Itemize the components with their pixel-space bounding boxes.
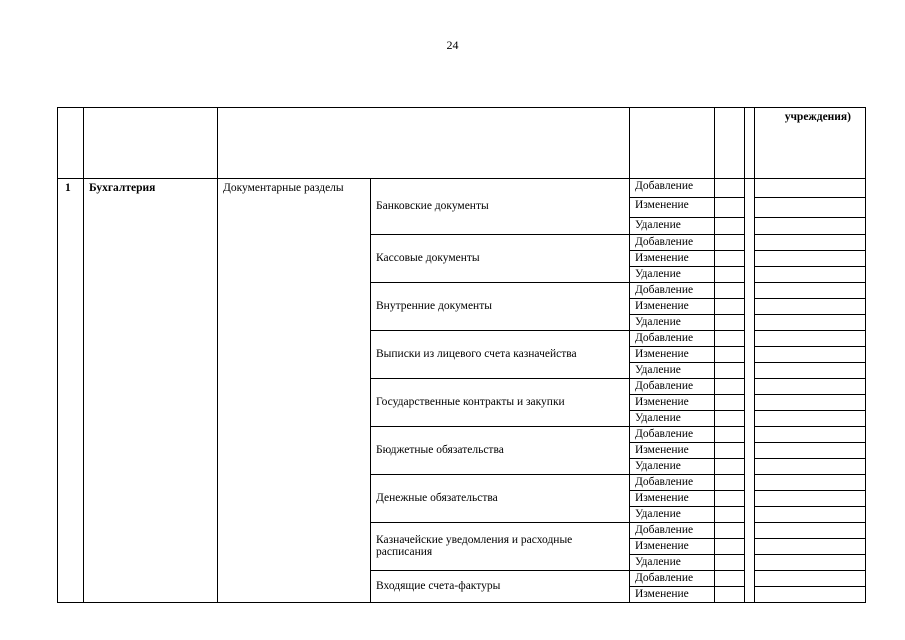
empty-cell (755, 427, 866, 443)
section-name: Выписки из лицевого счета казначейства (371, 331, 630, 379)
empty-cell (715, 347, 745, 363)
page-number: 24 (446, 38, 459, 52)
empty-cell (755, 331, 866, 347)
empty-cell (755, 555, 866, 571)
section-name: Кассовые документы (371, 235, 630, 283)
empty-cell (755, 283, 866, 299)
access-rights-table (57, 107, 866, 603)
empty-cell (715, 523, 745, 539)
empty-cell (715, 539, 745, 555)
empty-cell (715, 267, 745, 283)
empty-cell (755, 587, 866, 603)
action-label: Добавление (630, 283, 715, 299)
action-label: Добавление (630, 523, 715, 539)
empty-cell (755, 379, 866, 395)
row-number: 1 (58, 179, 84, 603)
action-label: Добавление (630, 235, 715, 251)
empty-cell (715, 315, 745, 331)
empty-cell (755, 395, 866, 411)
empty-cell (755, 179, 866, 198)
empty-cell (715, 331, 745, 347)
empty-cell (755, 571, 866, 587)
empty-cell (715, 427, 745, 443)
empty-cell (715, 363, 745, 379)
header-cell-institution: учреждения) (755, 108, 866, 179)
empty-cell (755, 491, 866, 507)
empty-cell (755, 523, 866, 539)
empty-cell (715, 411, 745, 427)
empty-cell (715, 491, 745, 507)
action-label: Изменение (630, 299, 715, 315)
empty-cell (755, 347, 866, 363)
action-label: Удаление (630, 267, 715, 283)
action-label: Добавление (630, 427, 715, 443)
header-cell (745, 108, 755, 179)
action-label: Удаление (630, 315, 715, 331)
empty-cell (755, 315, 866, 331)
section-name: Внутренние документы (371, 283, 630, 331)
empty-cell (715, 251, 745, 267)
empty-cell (755, 475, 866, 491)
section-name: Государственные контракты и закупки (371, 379, 630, 427)
empty-cell (715, 299, 745, 315)
empty-cell (715, 395, 745, 411)
section-name: Входящие счета-фактуры (371, 571, 630, 603)
empty-cell (715, 507, 745, 523)
empty-cell (755, 411, 866, 427)
empty-cell (715, 379, 745, 395)
empty-cell (715, 443, 745, 459)
action-label: Изменение (630, 347, 715, 363)
empty-cell (715, 587, 745, 603)
section-name: Бюджетные обязательства (371, 427, 630, 475)
header-cell (218, 108, 630, 179)
action-label: Изменение (630, 587, 715, 603)
action-label: Изменение (630, 198, 715, 218)
category-name: Документарные разделы (218, 179, 371, 603)
action-label: Добавление (630, 571, 715, 587)
empty-cell (715, 475, 745, 491)
action-label: Удаление (630, 555, 715, 571)
action-label: Удаление (630, 363, 715, 379)
header-cell (58, 108, 84, 179)
empty-cell (715, 555, 745, 571)
action-label: Изменение (630, 443, 715, 459)
empty-cell (715, 459, 745, 475)
empty-cell (755, 459, 866, 475)
empty-cell (755, 218, 866, 235)
section-name: Денежные обязательства (371, 475, 630, 523)
empty-cell (755, 299, 866, 315)
empty-cell (715, 283, 745, 299)
empty-cell (715, 571, 745, 587)
table-row (58, 179, 866, 198)
header-cell (630, 108, 715, 179)
empty-cell (755, 235, 866, 251)
empty-cell (715, 218, 745, 235)
action-label: Изменение (630, 539, 715, 555)
action-label: Изменение (630, 491, 715, 507)
department-name: Бухгалтерия (84, 179, 218, 603)
section-name: Банковские документы (371, 179, 630, 235)
action-label: Добавление (630, 179, 715, 198)
empty-cell (715, 179, 745, 198)
action-label: Удаление (630, 411, 715, 427)
action-label: Добавление (630, 475, 715, 491)
empty-cell (755, 198, 866, 218)
empty-cell (755, 539, 866, 555)
action-label: Удаление (630, 459, 715, 475)
header-cell (84, 108, 218, 179)
action-label: Изменение (630, 395, 715, 411)
empty-cell (745, 179, 755, 603)
empty-cell (755, 507, 866, 523)
empty-cell (755, 251, 866, 267)
empty-cell (755, 363, 866, 379)
empty-cell (715, 235, 745, 251)
empty-cell (755, 443, 866, 459)
header-cell (715, 108, 745, 179)
action-label: Добавление (630, 379, 715, 395)
empty-cell (755, 267, 866, 283)
table-header-row (58, 108, 866, 179)
section-name: Казначейские уведомления и расходные расписания (371, 523, 630, 571)
action-label: Удаление (630, 507, 715, 523)
empty-cell (715, 198, 745, 218)
action-label: Изменение (630, 251, 715, 267)
action-label: Добавление (630, 331, 715, 347)
action-label: Удаление (630, 218, 715, 235)
